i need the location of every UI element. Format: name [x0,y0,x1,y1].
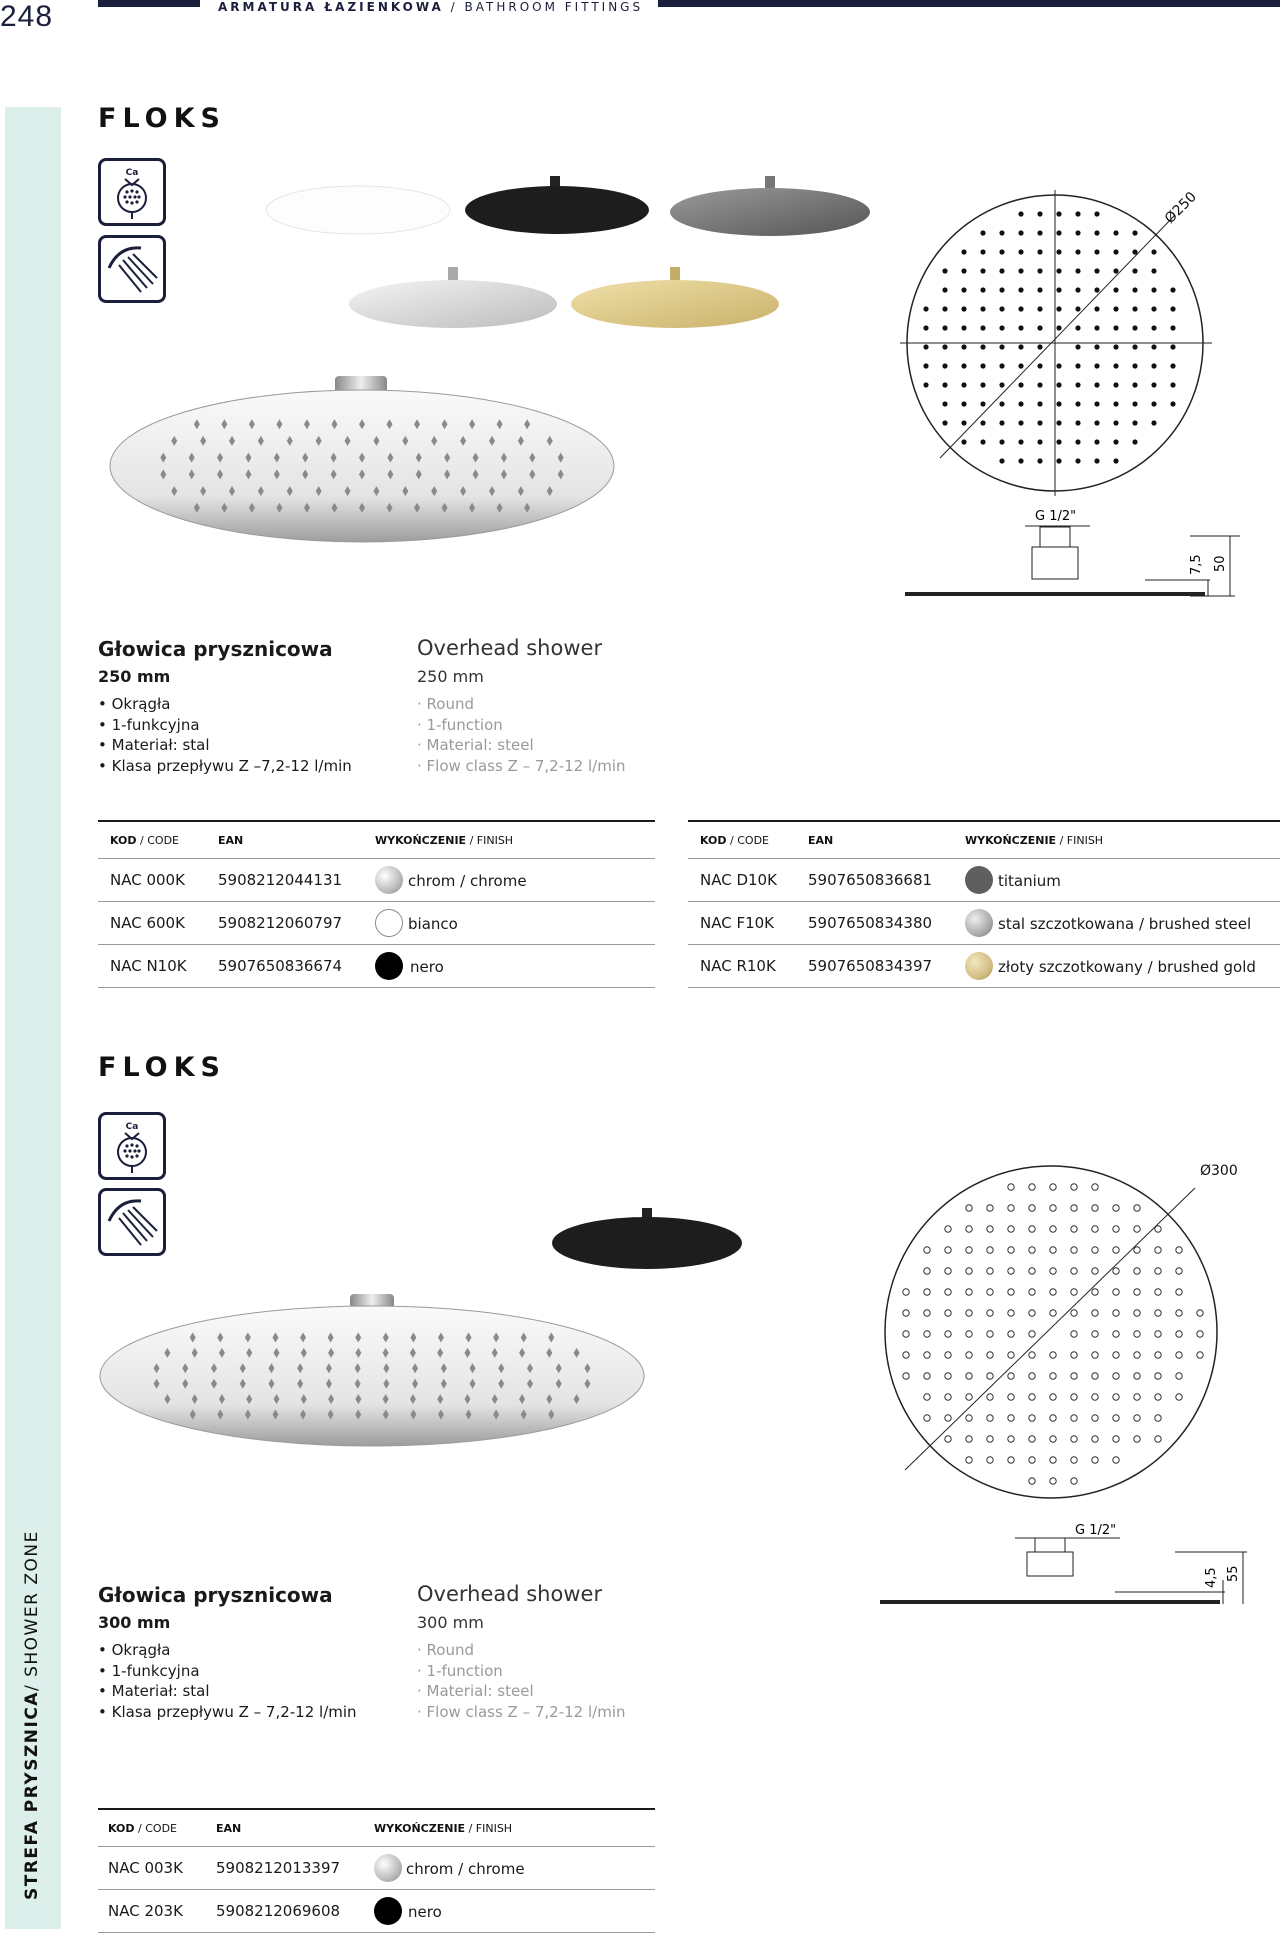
dim-a: 7,5 [1189,554,1204,575]
product-brand: FLOKS [98,1052,227,1083]
feature-en: · Flow class Z – 7,2-12 l/min [417,756,626,777]
feature-en: · Material: steel [417,1681,626,1702]
header-bar-right [658,0,1280,7]
technical-drawing [890,170,1260,610]
cell-code: NAC 600K [110,914,185,932]
cell-finish: bianco [408,915,458,933]
swatch-brushed-steel [965,909,993,937]
feature-pl: • Klasa przepływu Z –7,2-12 l/min [98,756,352,777]
finish-variants-image [260,170,880,330]
product-name-pl: Głowica prysznicowa [98,1583,333,1607]
table-row [98,945,655,988]
cell-code: NAC 003K [108,1859,183,1877]
table-row [688,945,1280,988]
col-finish: WYKOŃCZENIE / FINISH [965,834,1104,847]
diameter-label: Ø250 [1161,188,1200,228]
cell-ean: 5908212060797 [218,914,343,932]
variant-brushed-gold [571,267,779,328]
product-size-en: 250 mm [417,667,484,686]
table-row [688,902,1280,945]
product-size-pl: 250 mm [98,667,171,686]
cell-ean: 5907650836674 [218,957,343,975]
table-header [688,822,1280,859]
product-name-en: Overhead shower [417,1582,603,1606]
feature-en: · 1-function [417,1661,626,1682]
cell-ean: 5907650834380 [808,914,933,932]
product-name-pl: Głowica prysznicowa [98,637,333,661]
variant-brushed-steel [349,267,557,328]
diameter-label: Ø300 [1200,1163,1238,1179]
feature-pl: • 1-funkcyjna [98,715,352,736]
feature-pl: • Materiał: stal [98,735,352,756]
table-header [98,822,655,859]
col-code: KOD / CODE [110,834,179,847]
cell-finish: nero [408,1903,442,1921]
dim-b: 50 [1213,555,1228,572]
svg-text:Ca: Ca [125,1122,139,1132]
product-size-en: 300 mm [417,1613,484,1632]
table-row [98,1890,655,1933]
feature-en: · Round [417,694,626,715]
swatch-nero [374,1897,402,1925]
feature-pl: • 1-funkcyjna [98,1661,357,1682]
cell-ean: 5908212069608 [216,1902,341,1920]
cell-code: NAC F10K [700,914,775,932]
svg-text:Ca: Ca [125,168,139,178]
swatch-chrome [375,866,403,894]
anti-limescale-icon [98,1112,166,1180]
col-finish: WYKOŃCZENIE / FINISH [375,834,514,847]
section-pl: ARMATURA ŁAZIENKOWA [218,0,444,14]
thread-label: G 1/2" [1035,509,1077,524]
features-pl [98,694,352,776]
header-section [218,0,643,14]
variant-white [266,186,450,234]
product-table [98,820,655,988]
feature-pl: • Materiał: stal [98,1681,357,1702]
variant-titanium [670,176,870,236]
shower-spray-icon [98,1188,166,1256]
col-ean: EAN [218,834,244,847]
product-table [688,820,1280,988]
side-label-en: / SHOWER ZONE [22,1530,42,1692]
product-table [98,1808,655,1933]
col-code: KOD / CODE [700,834,769,847]
cell-finish: chrom / chrome [408,872,527,890]
feature-en: · Flow class Z – 7,2-12 l/min [417,1702,626,1723]
table-row [688,859,1280,902]
dim-b: 55 [1226,1565,1241,1582]
swatch-brushed-gold [965,952,993,980]
product-name-en: Overhead shower [417,636,603,660]
shower-spray-icon [98,235,166,303]
anti-limescale-icon [98,158,166,226]
swatch-white [375,909,403,937]
features-en [417,694,626,776]
product-photo [100,370,620,550]
cell-finish: stal szczotkowana / brushed steel [998,915,1252,933]
side-label [22,1530,42,1900]
cell-code: NAC R10K [700,957,776,975]
col-code: KOD / CODE [108,1822,177,1835]
variant-nero-image [550,1205,750,1275]
feature-pl: • Okrągła [98,1640,357,1661]
page-number: 248 [0,0,54,33]
cell-ean: 5908212044131 [218,871,343,889]
feature-en: · Material: steel [417,735,626,756]
table-row [98,1847,655,1890]
cell-ean: 5907650836681 [808,871,933,889]
thread-label: G 1/2" [1075,1523,1117,1538]
cell-code: NAC 203K [108,1902,183,1920]
product-photo [98,1290,648,1460]
cell-finish: złoty szczotkowany / brushed gold [998,958,1256,976]
swatch-chrome [374,1854,402,1882]
cell-code: NAC D10K [700,871,777,889]
header-bar-left [98,0,200,7]
features-en [417,1640,626,1722]
feature-pl: • Klasa przepływu Z – 7,2-12 l/min [98,1702,357,1723]
product-brand: FLOKS [98,103,227,134]
technical-drawing [875,1160,1255,1620]
cell-ean: 5907650834397 [808,957,933,975]
cell-finish: nero [410,958,444,976]
feature-pl: • Okrągła [98,694,352,715]
section-en: BATHROOM FITTINGS [464,0,644,14]
features-pl [98,1640,357,1722]
cell-finish: chrom / chrome [406,1860,525,1878]
section-separator: / [450,0,458,14]
dim-a: 4,5 [1204,1567,1219,1588]
col-ean: EAN [808,834,834,847]
table-header [98,1810,655,1847]
col-finish: WYKOŃCZENIE / FINISH [374,1822,513,1835]
col-ean: EAN [216,1822,242,1835]
side-label-pl: STREFA PRYSZNICA [22,1691,42,1900]
cell-code: NAC 000K [110,871,185,889]
feature-en: · Round [417,1640,626,1661]
cell-code: NAC N10K [110,957,187,975]
product-size-pl: 300 mm [98,1613,171,1632]
table-row [98,902,655,945]
swatch-nero [375,952,403,980]
cell-finish: titanium [998,872,1061,890]
cell-ean: 5908212013397 [216,1859,341,1877]
feature-en: · 1-function [417,715,626,736]
table-row [98,859,655,902]
swatch-titanium [965,866,993,894]
variant-nero [465,176,649,234]
